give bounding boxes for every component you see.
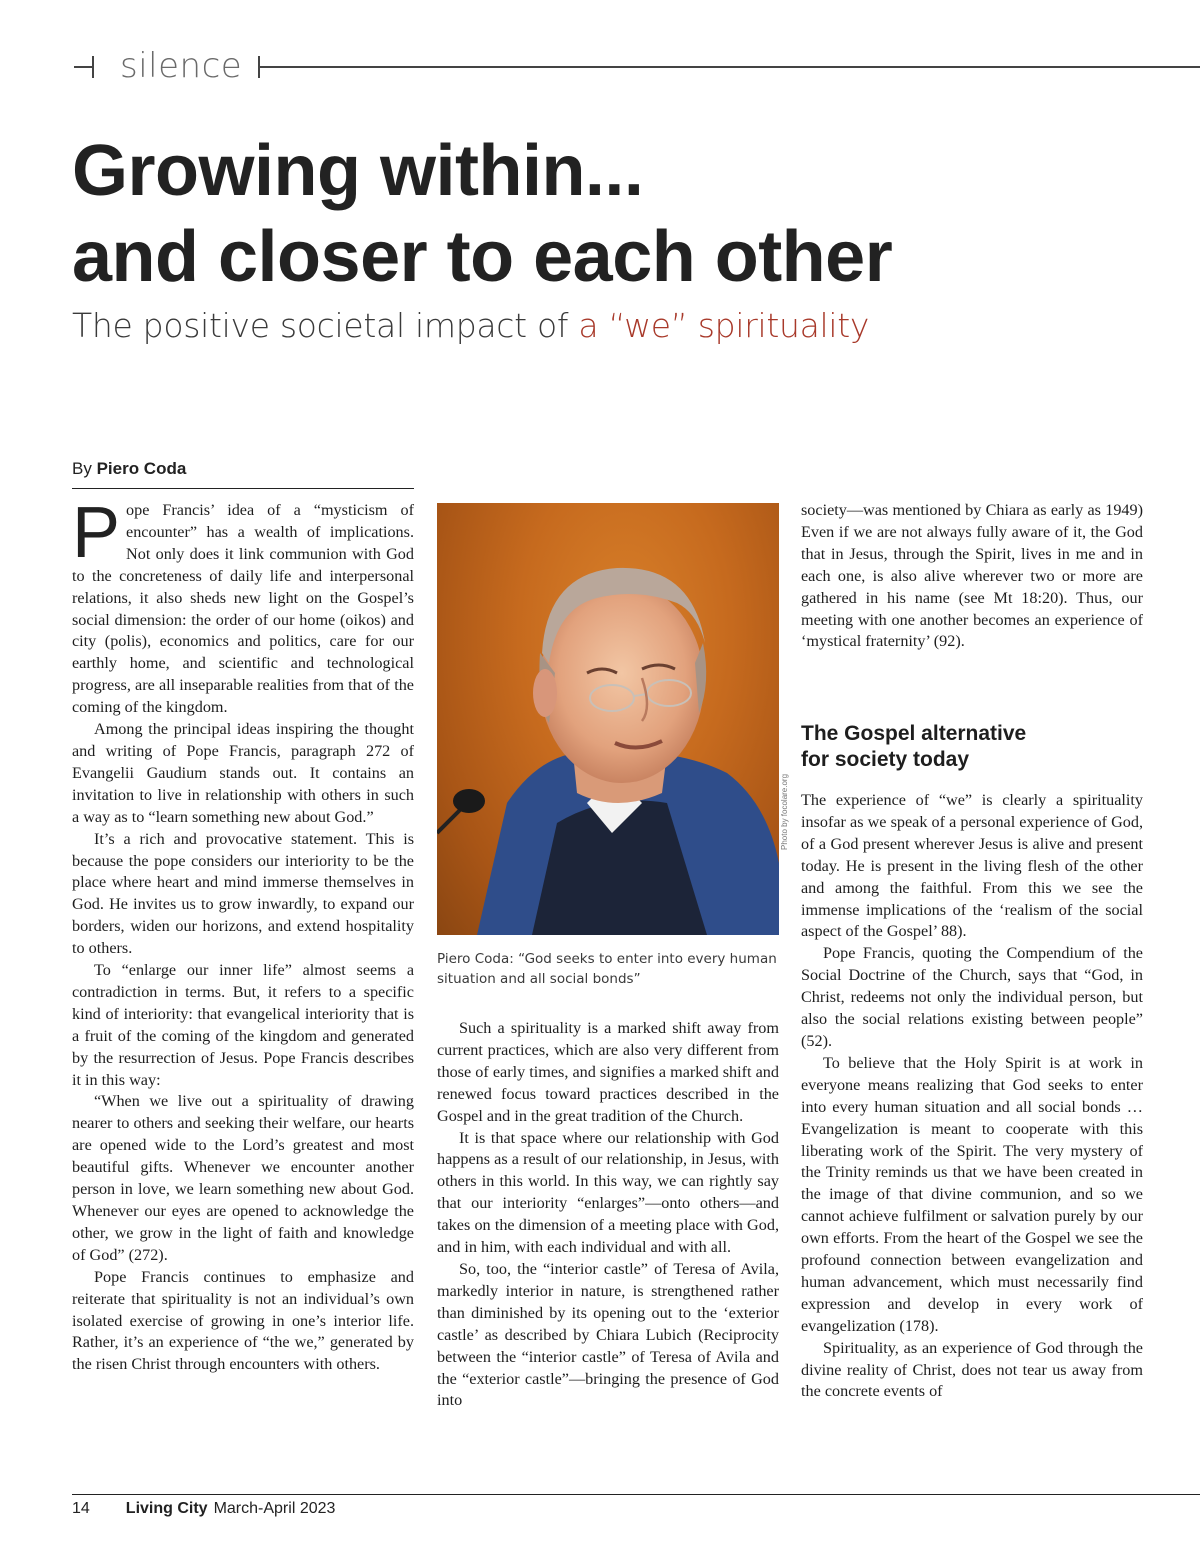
magazine-name: Living City bbox=[125, 1500, 208, 1517]
article-headline bbox=[72, 128, 1172, 300]
portrait-illustration bbox=[437, 503, 779, 935]
byline-author: Piero Coda bbox=[96, 459, 187, 478]
byline-rule bbox=[72, 488, 414, 489]
paragraph: So, too, the “interior castle” of Teresa of Avila, markedly interior in nature, is strengthened rather than diminished by its opening out to the ‘exterior castle’ as described by Chiara Lubich (Reciprocity between the “interior castle” of Teresa of Avila and the “exterior castle”—bringing the presence of God into bbox=[437, 1259, 779, 1410]
photo-caption: Piero Coda: “God seeks to enter into every human situation and all social bonds” bbox=[437, 951, 777, 987]
paragraph: Such a spirituality is a marked shift away from current practices, which are also very different from those of early times, and signifies a marked shift and renewed focus toward practices described in the Gospel and in the great tradition of the Church. bbox=[437, 1019, 779, 1125]
paragraph: The experience of “we” is clearly a spirituality insofar as we speak of a personal experience of God, of a God present wherever Jesus is alive and present today. He is present in the living flesh of the other and among the faithful. From this we see the immense implications of the ‘realism of the social aspect of the Gospel’ 88). bbox=[801, 791, 1143, 941]
subheadline-accent: a “we” spirituality bbox=[578, 306, 870, 345]
paragraph: To believe that the Holy Spirit is at work in everyone means realizing that God seeks to enter into every human situation and all social bonds … Evangelization is meant to cooperate with this liberating work of the Spirit. The very mystery of the Trinity reminds us that we have been created in the image of that divine communion, and so we cannot achieve fulfilment or salvation purely by our own efforts. From the heart of the Gospel we see the profound connection between evangelization and human advancement, which must necessarily find expression and develop in every work of evangelization (178). bbox=[801, 1053, 1143, 1335]
article-column-3-bottom bbox=[801, 790, 1143, 1403]
paragraph: It’s a rich and provocative statement. This is because the pope considers our interiority to be the place where heart and mind immerse themselves in God. He invites us to grow inwardly, to expand our borders, widen our horizons, and extend hospitality to others. bbox=[72, 829, 414, 958]
paragraph: Pope Francis, quoting the Compendium of the Social Doctrine of the Church, says that “God, in Christ, redeems not only the individual person, but also the social relations existing between people” (52). bbox=[801, 944, 1143, 1050]
paragraph: It is that space where our relationship with God happens as a result of our relationship, in Jesus, with others in this world. In this way, we can rightly say that our interiority “enlarges”—onto others—and takes on the dimension of a meeting place with God, and in him, with each individual and with all. bbox=[437, 1128, 779, 1257]
page-footer bbox=[72, 1500, 335, 1518]
paragraph-text: ope Francis’ idea of a “mysticism of encounter” has a wealth of implications. Not only does it link communion with God to the concreteness of daily life and interpersonal relations, it also sheds new light on the Gospel’s social dimension: the order of our home (oikos) and city (polis), economics and politics, care for our earthly home, and scientific and technological progress, are all inseparable realities from that of the coming of the kingdom. bbox=[72, 501, 414, 717]
paragraph: Among the principal ideas inspiring the thought and writing of Pope Francis, paragraph 272 of Evangelii Gaudium stands out. It contains an invitation to live in relationship with others in such a way as to “learn something new about God.” bbox=[72, 720, 414, 826]
subheading-line-1: The Gospel alternative bbox=[801, 722, 1027, 745]
issue-date: March-April 2023 bbox=[213, 1500, 336, 1517]
paragraph: “When we live out a spirituality of drawing nearer to others and seeking their welfare, our hearts are opened wide to the Lord’s greatest and most beautiful gifts. Whenever we encounter another person in love, we learn something new about God. Whenever our eyes are opened to acknowledge the other, we grow in the light of faith and knowledge of God” (272). bbox=[72, 1092, 414, 1264]
author-photo bbox=[437, 503, 779, 935]
section-tick-left bbox=[92, 56, 94, 78]
subheading-line-2: for society today bbox=[801, 748, 970, 771]
photo-credit: Photo by focolare.org bbox=[780, 773, 789, 850]
article-subheadline bbox=[72, 306, 869, 345]
paragraph: To “enlarge our inner life” almost seems a contradiction in terms. But, it refers to a specific kind of interiority: that evangelical interiority that is a fruit of the coming of the kingdom and generated by the resurrection of Jesus. Pope Francis describes it in this way: bbox=[72, 961, 414, 1089]
byline-prefix: By bbox=[72, 459, 97, 478]
section-label: silence bbox=[120, 46, 243, 86]
drop-cap: P bbox=[72, 493, 121, 573]
headline-line-1: Growing within... bbox=[72, 131, 644, 211]
article-column-1 bbox=[72, 493, 414, 1376]
paragraph: society—was mentioned by Chiara as early as 1949) Even if we are not always fully aware of it, the God that in Jesus, through the Spirit, lives in me and in each one, is also alive wherever two or more are gathered in his name (see Mt 18:20). Thus, our meeting with one another becomes an experience of ‘mystical fraternity’ (92). bbox=[801, 501, 1143, 651]
article-column-3-top bbox=[801, 500, 1143, 653]
footer-rule bbox=[72, 1494, 1200, 1495]
page-number: 14 bbox=[72, 1500, 90, 1517]
section-subheading bbox=[801, 721, 1141, 773]
byline bbox=[72, 459, 186, 479]
section-rule-left bbox=[74, 66, 94, 68]
paragraph bbox=[72, 493, 414, 719]
paragraph: Spirituality, as an experience of God through the divine reality of Christ, does not tear us away from the concrete events of bbox=[801, 1338, 1143, 1401]
subheadline-lead: The positive societal impact of bbox=[72, 306, 579, 345]
section-rule-right bbox=[258, 66, 1200, 68]
article-column-2 bbox=[437, 1018, 779, 1412]
paragraph: Pope Francis continues to emphasize and reiterate that spirituality is not an individual’s own isolated exercise of growing in one’s interior life. Rather, it’s an experience of “the we,” generated by the risen Christ through encounters with others. bbox=[72, 1267, 414, 1374]
headline-line-2: and closer to each other bbox=[72, 217, 893, 297]
